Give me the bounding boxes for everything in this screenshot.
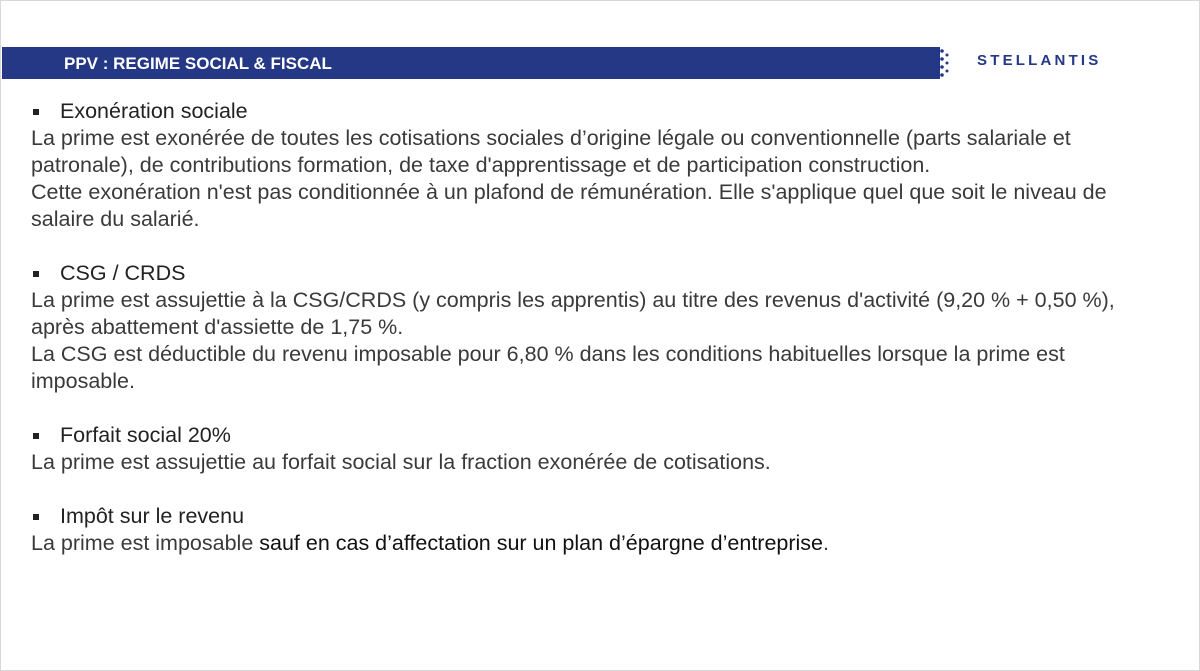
section-csg-crds [31, 260, 1171, 395]
slide-title: PPV : REGIME SOCIAL & FISCAL [64, 54, 332, 73]
section-exoneration [31, 98, 1171, 233]
paragraph-emphasis: sauf en cas d’affectation sur un plan d’épargne d’entreprise [259, 531, 824, 555]
paragraph-start: La prime est imposable [31, 531, 260, 555]
section-heading: Impôt sur le revenu [60, 504, 245, 528]
bullet-icon [33, 271, 39, 277]
paragraph: La prime est assujettie au forfait social sur la fraction exonérée de cotisations. [31, 450, 771, 474]
section-forfait-social [31, 422, 1171, 476]
paragraph: La prime est exonérée de toutes les cotisations sociales d’origine légale ou conventionnelle (parts salariale et patronale), de contributions formation, de taxe d'apprentissage et de participation construction. [31, 126, 1071, 177]
dots-decoration-icon [938, 47, 952, 79]
bullet-icon [33, 514, 39, 520]
section-heading: CSG / CRDS [60, 261, 186, 285]
title-banner [2, 47, 940, 79]
section-heading: Exonération sociale [60, 99, 248, 123]
paragraph [31, 530, 1171, 557]
stellantis-logo: STELLANTIS [977, 52, 1102, 69]
paragraph-end: . [823, 531, 829, 555]
paragraph: La CSG est déductible du revenu imposable pour 6,80 % dans les conditions habituelles lorsque la prime est imposable. [31, 342, 1065, 393]
section-impot-revenu [31, 503, 1171, 557]
bullet-icon [33, 433, 39, 439]
paragraph: La prime est assujettie à la CSG/CRDS (y compris les apprentis) au titre des revenus d'activité (9,20 % + 0,50 %), après abattement d'assiette de 1,75 %. [31, 288, 1115, 339]
paragraph: Cette exonération n'est pas conditionnée à un plafond de rémunération. Elle s'applique quel que soit le niveau de salaire du salarié. [31, 180, 1107, 231]
slide-content [31, 98, 1171, 584]
section-heading: Forfait social 20% [60, 423, 231, 447]
bullet-icon [33, 109, 39, 115]
